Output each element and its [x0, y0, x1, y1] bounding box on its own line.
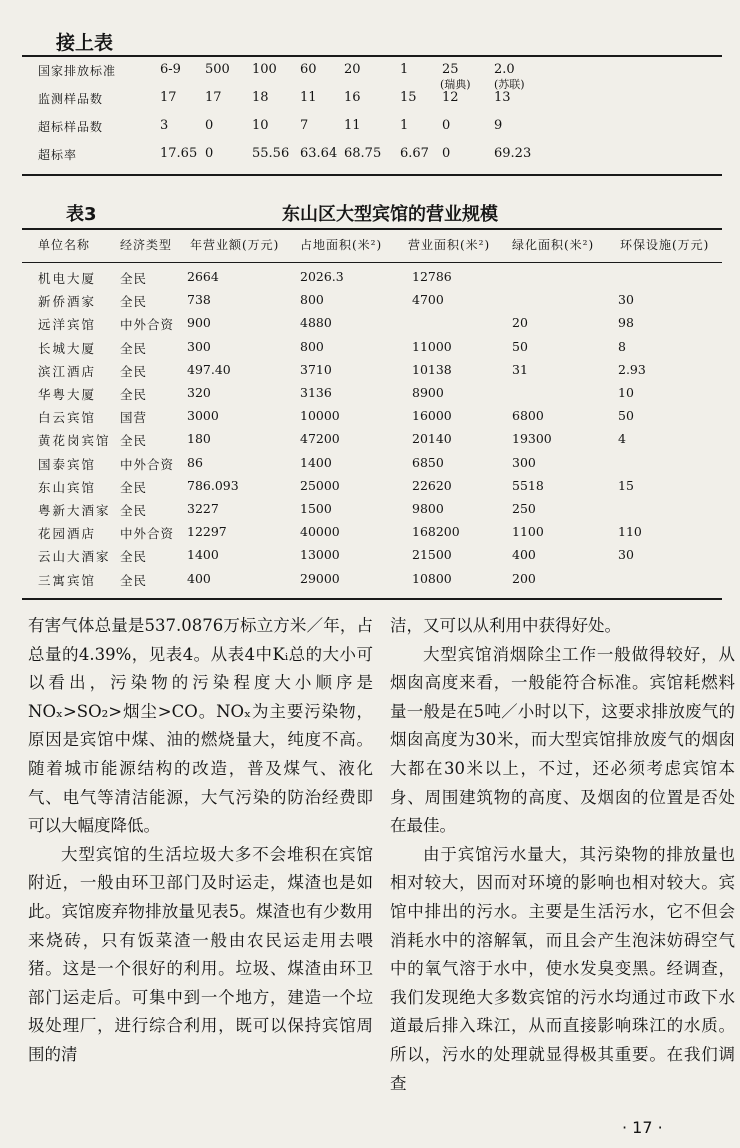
unit-name-cell: 东山宾馆 [38, 479, 97, 495]
right-paragraph-2: 由于宾馆污水量大，其污染物的排放量也相对较大，因而对环境的影响也相对较大。宾馆中排出的污水。主要是生活污水，它不但会消耗水中的溶解氧，而且会产生泡沫妨碍空气中的氧气溶于水中，使水发臭变黑。经调查，我们发现绝大多数宾馆的污水均通过市政下水道最后排入珠江，从而直接影响珠江的水质。所以，污水的处理就显得极其重要。在我们调查 [390, 844, 735, 1093]
revenue-cell: 180 [187, 431, 211, 447]
env-facilities-cell: 50 [618, 408, 634, 424]
economic-type-cell: 中外合资 [120, 526, 175, 542]
cell-value: 63.64 [300, 146, 338, 161]
cell-value: 0 [205, 118, 214, 133]
left-paragraph-2: 大型宾馆的生活垃圾大多不会堆积在宾馆附近，一般由环卫部门及时运走，煤渣也是如此。宾馆废弃物排放量见表5。煤渣也有少数用来烧砖，只有饭菜渣一般由农民运走用去喂猪。这是一个很好的利用。垃圾、煤渣由环卫部门运走后。可集中到一个地方，建造一个垃圾处理厂，进行综合利用，既可以保持宾馆周围的清 [28, 844, 373, 1064]
green-area-cell: 20 [512, 315, 528, 331]
env-facilities-cell: 110 [618, 524, 642, 540]
economic-type-cell: 中外合资 [120, 317, 175, 333]
economic-type-cell: 全民 [120, 294, 148, 310]
land-area-cell: 800 [300, 338, 324, 354]
unit-name-cell: 国泰宾馆 [38, 456, 97, 472]
cell-value: 100 [252, 62, 277, 77]
table3-bottom-rule [22, 598, 722, 600]
revenue-cell: 900 [187, 315, 211, 331]
revenue-cell: 1400 [187, 547, 219, 563]
cell-value: 7 [300, 118, 309, 133]
header-land-area: 占地面积(米²) [300, 238, 383, 252]
table-row [0, 292, 740, 314]
table-row [0, 362, 740, 384]
table-row [0, 524, 740, 546]
land-area-cell: 1500 [300, 501, 332, 516]
cell-value: 1 [400, 62, 409, 77]
business-area-cell: 4700 [412, 292, 444, 308]
revenue-cell: 786.093 [187, 477, 239, 493]
green-area-cell: 5518 [512, 477, 544, 493]
right-paragraph-continued: 洁，又可以从利用中获得好处。 [390, 616, 621, 635]
row-label: 超标样品数 [38, 120, 104, 134]
cell-value: 9 [494, 118, 503, 133]
cell-value: 17 [205, 90, 222, 105]
cell-value: 69.23 [494, 146, 532, 161]
green-area-cell: 6800 [512, 408, 544, 424]
cell-value: 20 [344, 62, 361, 77]
land-area-cell: 13000 [300, 547, 340, 563]
env-facilities-cell: 98 [618, 315, 634, 331]
cell-value: 11 [344, 118, 361, 133]
unit-name-cell: 华粤大厦 [38, 387, 97, 402]
continued-table-title: 接上表 [56, 32, 114, 54]
header-unit-name: 单位名称 [38, 238, 91, 252]
economic-type-cell: 全民 [120, 433, 148, 449]
revenue-cell: 497.40 [187, 361, 231, 377]
table3-label: 表3 [66, 204, 97, 225]
land-area-cell: 800 [300, 292, 324, 308]
country-note: (瑞典) [440, 78, 471, 91]
continued-table-row [0, 118, 740, 144]
table-row [0, 408, 740, 430]
cell-value: 10 [252, 118, 269, 133]
env-facilities-cell: 30 [618, 547, 634, 563]
economic-type-cell: 全民 [120, 387, 148, 402]
revenue-cell: 300 [187, 338, 211, 354]
land-area-cell: 29000 [300, 570, 340, 586]
green-area-cell: 400 [512, 547, 536, 563]
land-area-cell: 40000 [300, 524, 340, 540]
country-note: (苏联) [494, 78, 525, 91]
revenue-cell: 738 [187, 292, 211, 308]
revenue-cell: 320 [187, 385, 211, 400]
business-area-cell: 8900 [412, 385, 444, 400]
cell-value: 60 [300, 62, 317, 77]
continued-table-row [0, 146, 740, 172]
left-column [28, 612, 373, 1070]
row-label: 超标率 [38, 148, 78, 162]
env-facilities-cell: 30 [618, 292, 634, 308]
revenue-cell: 3227 [187, 501, 219, 516]
table-row [0, 269, 740, 291]
business-area-cell: 11000 [412, 338, 452, 354]
table-row [0, 501, 740, 523]
left-paragraph-1: 有害气体总量是537.0876万标立方米／年，占总量的4.39%，见表4。从表4中Kᵢ总的大小可以看出，污染物的污染程度大小顺序是NOₓ>SO₂>烟尘>CO。NOₓ为主要污染物，原因是宾馆中煤、油的燃烧量大，纯度不高。随着城市能源结构的改造，普及煤气、液化气、电气等清洁能源，大气污染的防治经费即可以大幅度降低。 [28, 616, 373, 836]
economic-type-cell: 全民 [120, 479, 148, 495]
cell-value: 68.75 [344, 146, 382, 161]
cell-value: 17 [160, 90, 177, 105]
right-column [390, 612, 735, 1098]
land-area-cell: 2026.3 [300, 269, 344, 284]
unit-name-cell: 花园酒店 [38, 526, 97, 542]
unit-name-cell: 三寓宾馆 [38, 572, 97, 588]
economic-type-cell: 全民 [120, 503, 148, 518]
env-facilities-cell: 2.93 [618, 361, 646, 377]
business-area-cell: 9800 [412, 501, 444, 516]
cell-value: 6.67 [400, 146, 429, 161]
cell-value: 1 [400, 118, 409, 133]
row-label: 监测样品数 [38, 92, 104, 106]
revenue-cell: 2664 [187, 269, 219, 284]
green-area-cell: 31 [512, 361, 528, 377]
land-area-cell: 10000 [300, 408, 340, 424]
table-row [0, 431, 740, 453]
cell-value: 13 [494, 90, 511, 105]
land-area-cell: 4880 [300, 315, 332, 331]
continued-table-bottom-rule [22, 174, 722, 176]
row-label: 国家排放标准 [38, 64, 117, 78]
revenue-cell: 400 [187, 570, 211, 586]
cell-value: 0 [442, 118, 451, 133]
env-facilities-cell: 4 [618, 431, 626, 447]
business-area-cell: 10800 [412, 570, 452, 586]
business-area-cell: 16000 [412, 408, 452, 424]
unit-name-cell: 新侨酒家 [38, 294, 97, 310]
table-row [0, 455, 740, 477]
table-row [0, 571, 740, 593]
env-facilities-cell: 10 [618, 385, 634, 400]
cell-value: 55.56 [252, 146, 290, 161]
unit-name-cell: 远洋宾馆 [38, 317, 97, 333]
green-area-cell: 200 [512, 570, 536, 586]
unit-name-cell: 云山大酒家 [38, 549, 111, 565]
cell-value: 16 [344, 90, 361, 105]
land-area-cell: 47200 [300, 431, 340, 447]
unit-name-cell: 白云宾馆 [38, 410, 97, 426]
header-env-facilities: 环保设施(万元) [620, 238, 710, 252]
economic-type-cell: 国营 [120, 410, 148, 426]
table-row [0, 547, 740, 569]
env-facilities-cell: 8 [618, 338, 626, 354]
land-area-cell: 1400 [300, 454, 332, 470]
header-business-area: 营业面积(米²) [408, 238, 491, 252]
land-area-cell: 3136 [300, 385, 332, 400]
cell-value: 15 [400, 90, 417, 105]
green-area-cell: 19300 [512, 431, 552, 447]
revenue-cell: 12297 [187, 524, 227, 540]
economic-type-cell: 全民 [120, 340, 148, 356]
table3-title: 东山区大型宾馆的营业规模 [282, 204, 498, 225]
economic-type-cell: 全民 [120, 363, 148, 379]
page-number: · 17 · [622, 1118, 663, 1137]
green-area-cell: 250 [512, 501, 536, 516]
green-area-cell: 1100 [512, 524, 544, 540]
business-area-cell: 168200 [412, 524, 460, 540]
cell-value: 500 [205, 62, 230, 77]
cell-value: 12 [442, 90, 459, 105]
green-area-cell: 50 [512, 338, 528, 354]
header-green-area: 绿化面积(米²) [512, 238, 595, 252]
cell-value: 11 [300, 90, 317, 105]
cell-value: 3 [160, 118, 169, 133]
continued-table-row [0, 90, 740, 116]
business-area-cell: 22620 [412, 477, 452, 493]
land-area-cell: 25000 [300, 477, 340, 493]
business-area-cell: 20140 [412, 431, 452, 447]
land-area-cell: 3710 [300, 361, 332, 377]
unit-name-cell: 粤新大酒家 [38, 503, 111, 518]
continued-table-top-rule [22, 55, 722, 57]
business-area-cell: 10138 [412, 361, 452, 377]
table-row [0, 315, 740, 337]
economic-type-cell: 全民 [120, 572, 148, 588]
economic-type-cell: 全民 [120, 271, 148, 286]
unit-name-cell: 长城大厦 [38, 340, 97, 356]
header-annual-revenue: 年营业额(万元) [190, 238, 280, 252]
business-area-cell: 12786 [412, 269, 452, 284]
header-economic-type: 经济类型 [120, 238, 173, 252]
green-area-cell: 300 [512, 454, 536, 470]
unit-name-cell: 机电大厦 [38, 271, 97, 286]
economic-type-cell: 全民 [120, 549, 148, 565]
table-row [0, 478, 740, 500]
env-facilities-cell: 15 [618, 477, 634, 493]
revenue-cell: 86 [187, 454, 203, 470]
continued-table-row [0, 62, 740, 91]
cell-value: 0 [442, 146, 451, 161]
cell-value: 2.0 [494, 62, 515, 77]
table3-top-rule [22, 228, 722, 230]
revenue-cell: 3000 [187, 408, 219, 424]
cell-value: 0 [205, 146, 214, 161]
table-row [0, 339, 740, 361]
unit-name-cell: 滨江酒店 [38, 363, 97, 379]
business-area-cell: 21500 [412, 547, 452, 563]
table3-header-rule [22, 262, 722, 263]
right-paragraph-1: 大型宾馆消烟除尘工作一般做得较好，从烟囱高度来看，一般能符合标准。宾馆耗燃料量一般是在5吨／小时以下，这要求排放废气的烟囱高度为30米，而大型宾馆排放废气的烟囱大都在30米以上，不过，还必须考虑宾馆本身、周围建筑物的高度、及烟囱的位置是否处在最佳。 [390, 644, 735, 836]
business-area-cell: 6850 [412, 454, 444, 470]
cell-value: 18 [252, 90, 269, 105]
unit-name-cell: 黄花岗宾馆 [38, 433, 111, 449]
table-row [0, 385, 740, 407]
cell-value: 25 [442, 62, 459, 77]
cell-value: 17.65 [160, 146, 198, 161]
cell-value: 6-9 [160, 62, 181, 77]
economic-type-cell: 中外合资 [120, 456, 175, 472]
